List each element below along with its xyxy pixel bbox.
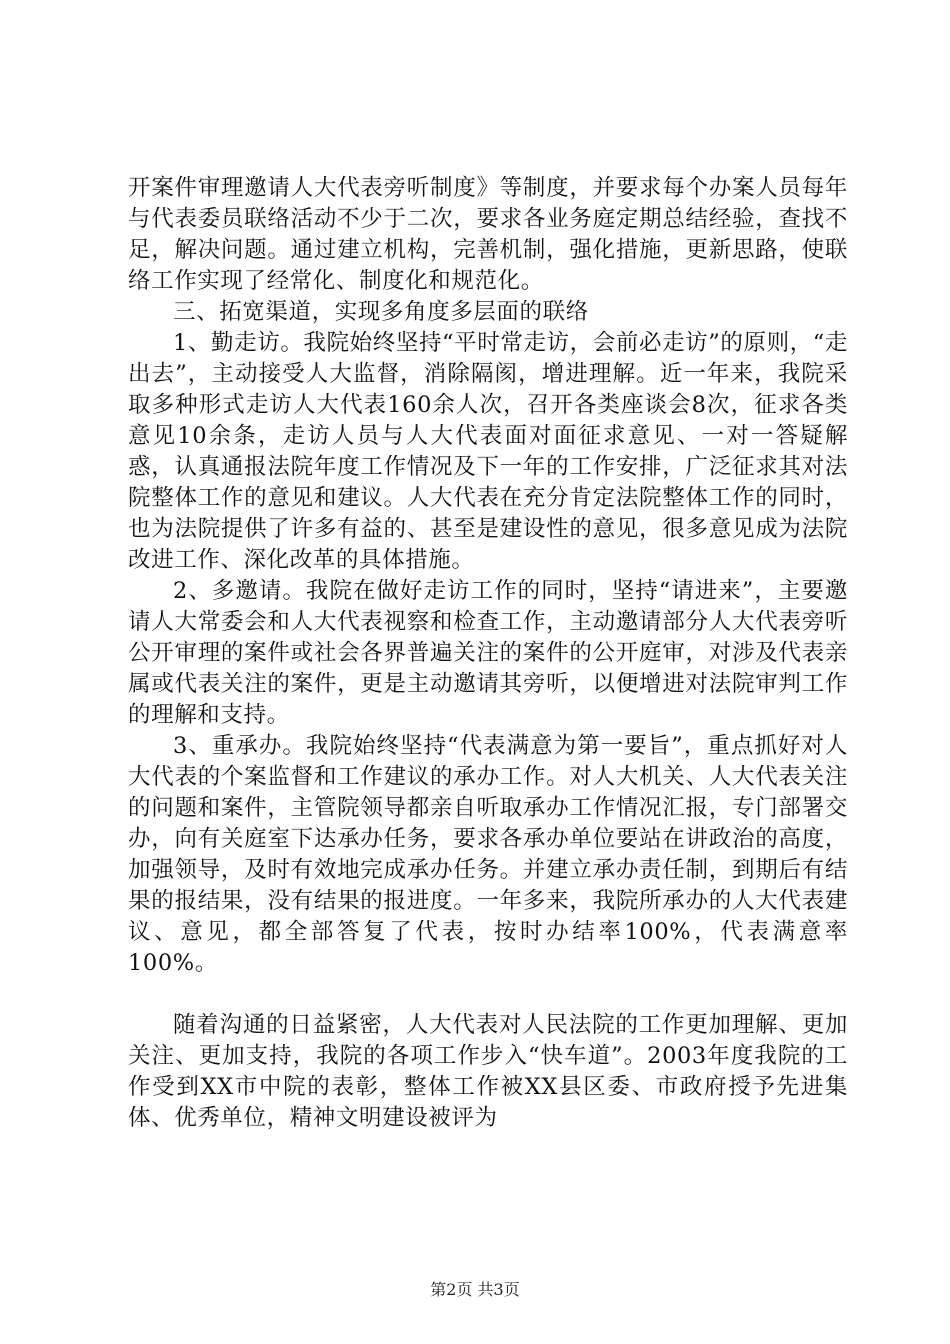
document-body bbox=[128, 173, 848, 1134]
paragraph-1: 开案件审理邀请人大代表旁听制度》等制度，并要求每个办案人员每年与代表委员联络活动不少于二次，要求各业务庭定期总结经验，查找不足，解决问题。通过建立机构，完善机制，强化措施，更新思路，使联络工作实现了经常化、制度化和规范化。 bbox=[128, 175, 848, 294]
paragraph-spacer bbox=[128, 979, 848, 1010]
page-number-footer: 第2页 共3页 bbox=[430, 1280, 520, 1299]
paragraph-results: 随着沟通的日益紧密，人大代表对人民法院的工作更加理解、更加关注、更加支持，我院的各项工作步入“快车道”。2003年度我院的工作受到XX市中院的表彰，整体工作被XX县区委、市政府授予先进集体、优秀单位，精神文明建设被评为 bbox=[128, 1012, 848, 1131]
paragraph-invitations: 2、多邀请。我院在做好走访工作的同时，坚持“请进来”，主要邀请人大常委会和人大代表视察和检查工作，主动邀请部分人大代表旁听公开审理的案件或社会各界普遍关注的案件的公开庭审，对涉及代表亲属或代表关注的案件，更是主动邀请其旁听，以便增进对法院审判工作的理解和支持。 bbox=[128, 578, 848, 728]
paragraph-handling: 3、重承办。我院始终坚持“代表满意为第一要旨”，重点抓好对人大代表的个案监督和工作建议的承办工作。对人大机关、人大代表关注的问题和案件，主管院领导都亲自听取承办工作情况汇报，专门部署交办，向有关庭室下达承办任务，要求各承办单位要站在讲政治的高度，加强领导，及时有效地完成承办任务。并建立承办责任制，到期后有结果的报结果，没有结果的报进度。一年多来，我院所承办的人大代表建议、意见，都全部答复了代表，按时办结率100%，代表满意率100%。 bbox=[128, 733, 848, 976]
paragraph-visits: 1、勤走访。我院始终坚持“平时常走访，会前必走访”的原则，“走出去”，主动接受人大监督，消除隔阂，增进理解。近一年来，我院采取多种形式走访人大代表160余人次，召开各类座谈会8次，征求各类意见10余条，走访人员与人大代表面对面征求意见、一对一答疑解惑，认真通报法院年度工作情况及下一年的工作安排，广泛征求其对法院整体工作的意见和建议。人大代表在充分肯定法院整体工作的同时，也为法院提供了许多有益的、甚至是建设性的意见，很多意见成为法院改进工作、深化改革的具体措施。 bbox=[128, 330, 848, 573]
section-heading: 三、拓宽渠道，实现多角度多层面的联络 bbox=[173, 299, 589, 325]
